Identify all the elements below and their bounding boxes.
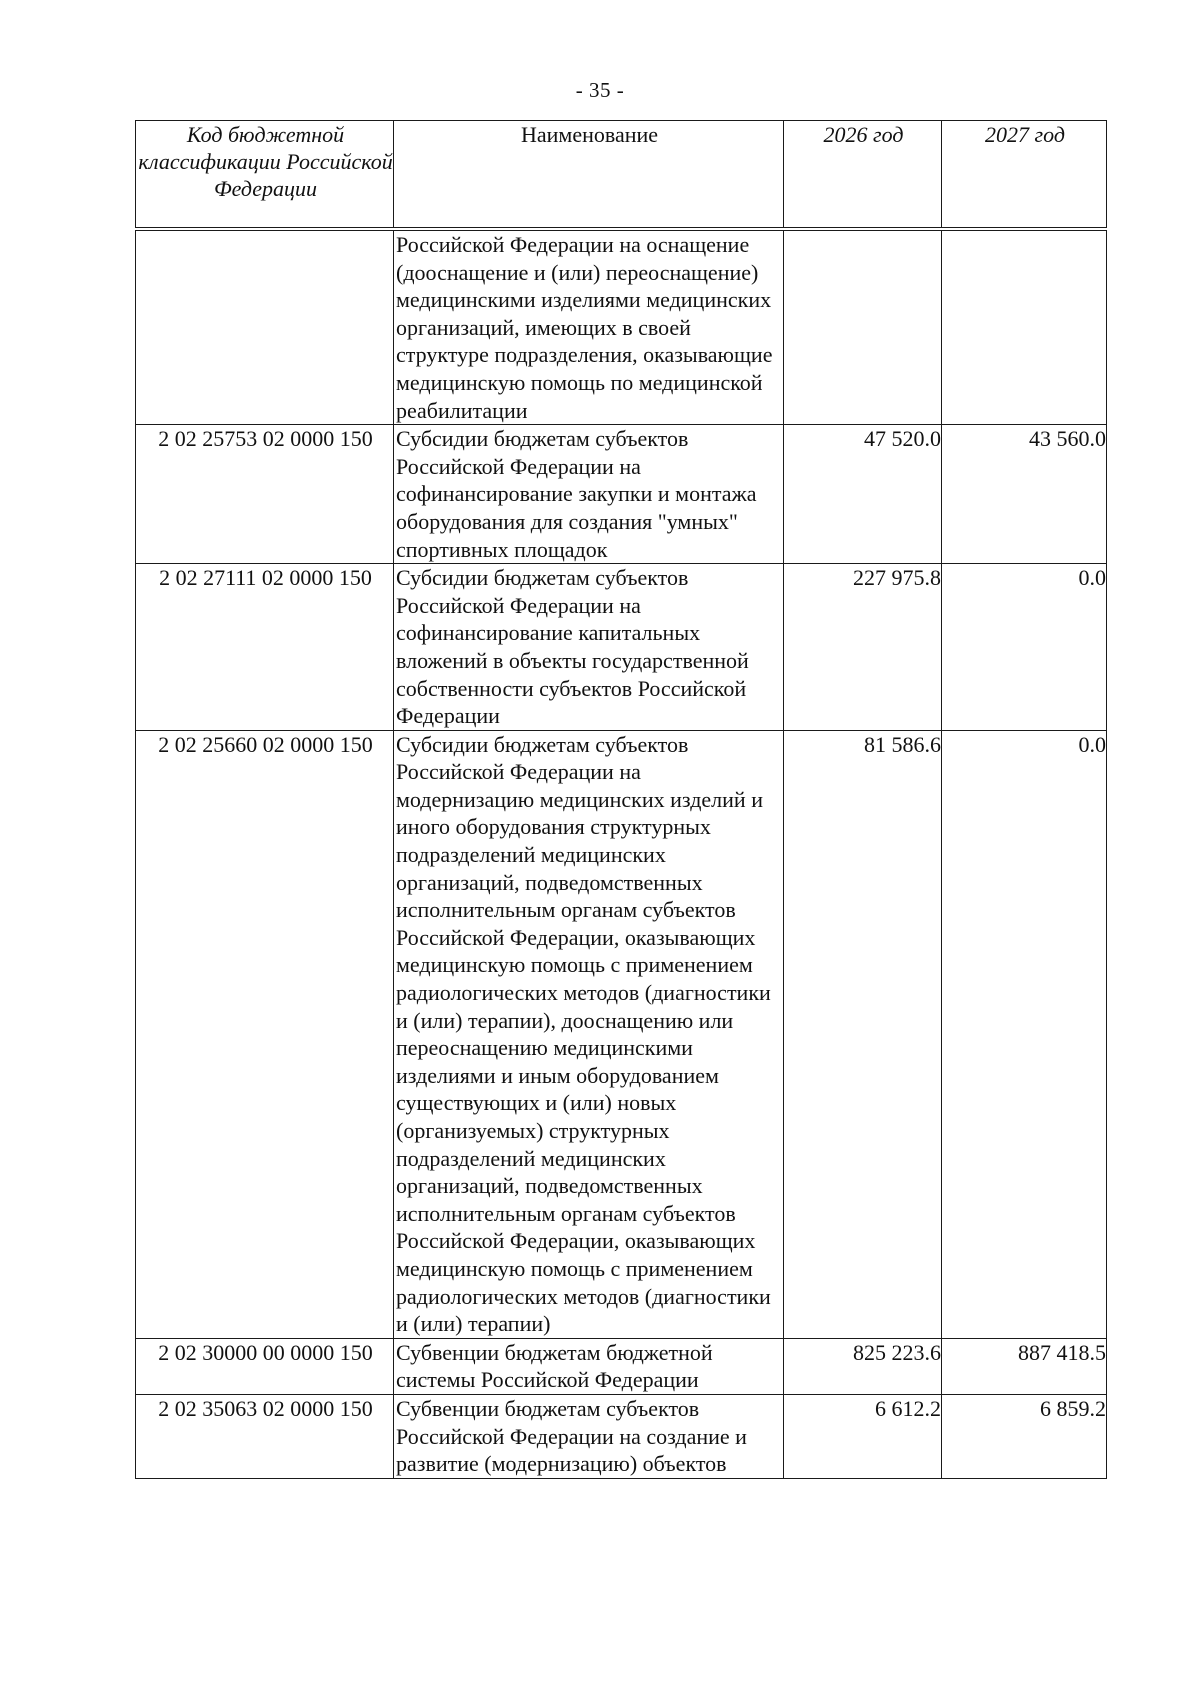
row-value-2027: 887 418.5 <box>942 1338 1107 1394</box>
header-code: Код бюджетной классификации Российской Федерации <box>136 121 394 230</box>
row-name: Субвенции бюджетам бюджетной системы Российской Федерации <box>394 1338 784 1394</box>
row-value-2027: 43 560.0 <box>942 425 1107 564</box>
row-code: 2 02 25660 02 0000 150 <box>136 730 394 1338</box>
page-number: - 35 - <box>575 78 625 102</box>
row-value-2027: 6 859.2 <box>942 1394 1107 1478</box>
table-row <box>136 730 1107 1338</box>
row-code: 2 02 30000 00 0000 150 <box>136 1338 394 1394</box>
row-value-2027 <box>942 229 1107 425</box>
row-value-2026: 47 520.0 <box>784 425 942 564</box>
budget-revenue-table <box>135 120 1107 1479</box>
row-value-2026: 227 975.8 <box>784 564 942 731</box>
row-value-2026 <box>784 229 942 425</box>
table-row <box>136 1338 1107 1394</box>
row-name: Российской Федерации на оснащение (дооснащение и (или) переоснащение) медицинскими изделиями медицинских организаций, имеющих в своей структуре подразделения, оказывающие медицинскую помощь по медицинской реабилитации <box>394 229 784 425</box>
row-value-2026: 6 612.2 <box>784 1394 942 1478</box>
header-name: Наименование <box>394 121 784 230</box>
table-header-row <box>136 121 1107 230</box>
row-code: 2 02 27111 02 0000 150 <box>136 564 394 731</box>
row-code: 2 02 25753 02 0000 150 <box>136 425 394 564</box>
table-row <box>136 425 1107 564</box>
table-row <box>136 229 1107 425</box>
row-value-2026: 81 586.6 <box>784 730 942 1338</box>
header-year-2027: 2027 год <box>942 121 1107 230</box>
row-name: Субсидии бюджетам субъектов Российской Федерации на модернизацию медицинских изделий и иного оборудования структурных подразделений медицинских организаций, подведомственных исполнительным органам субъектов Российской Федерации, оказывающих медицинскую помощь с применением радиологических методов (диагностики и (или) терапии), дооснащению или переоснащению медицинскими изделиями и иным оборудованием существующих и (или) новых (организуемых) структурных подразделений медицинских организаций, подведомственных исполнительным органам субъектов Российской Федерации, оказывающих медицинскую помощь с применением радиологических методов (диагностики и (или) терапии) <box>394 730 784 1338</box>
table-row <box>136 564 1107 731</box>
table-row <box>136 1394 1107 1478</box>
row-name: Субвенции бюджетам субъектов Российской Федерации на создание и развитие (модернизацию) объектов <box>394 1394 784 1478</box>
row-value-2027: 0.0 <box>942 564 1107 731</box>
row-value-2026: 825 223.6 <box>784 1338 942 1394</box>
row-name: Субсидии бюджетам субъектов Российской Федерации на софинансирование закупки и монтажа оборудования для создания "умных" спортивных площадок <box>394 425 784 564</box>
row-code <box>136 229 394 425</box>
row-code: 2 02 35063 02 0000 150 <box>136 1394 394 1478</box>
row-name: Субсидии бюджетам субъектов Российской Федерации на софинансирование капитальных вложений в объекты государственной собственности субъектов Российской Федерации <box>394 564 784 731</box>
row-value-2027: 0.0 <box>942 730 1107 1338</box>
header-year-2026: 2026 год <box>784 121 942 230</box>
